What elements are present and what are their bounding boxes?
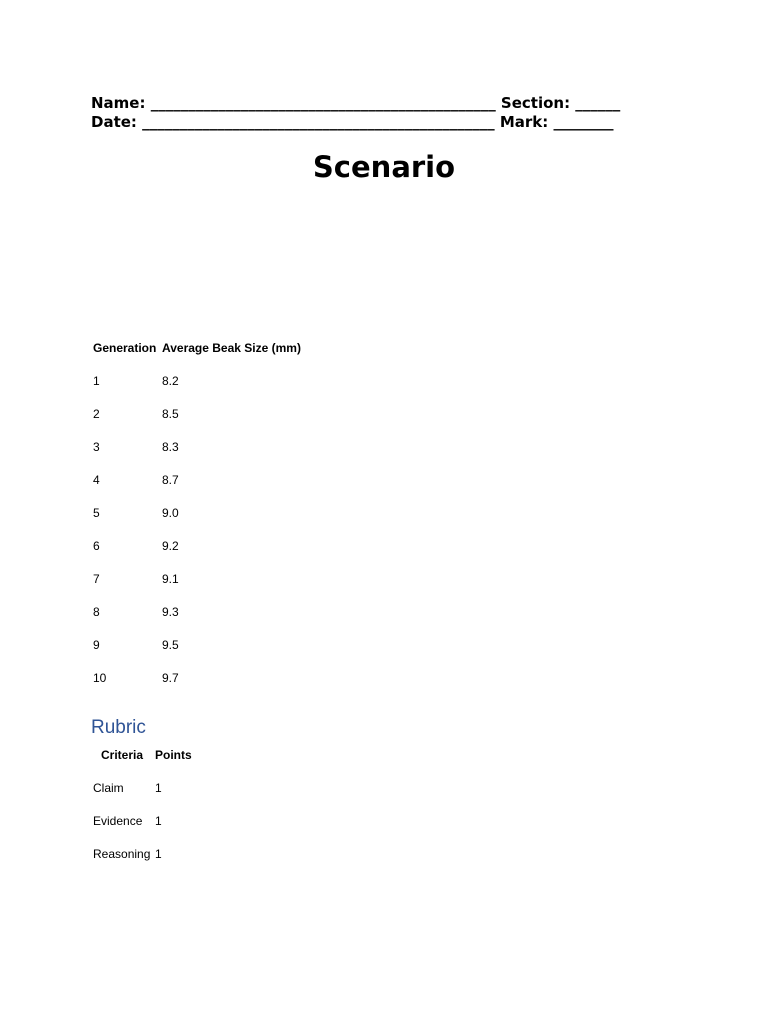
beak-size-cell: 9.0: [162, 506, 179, 520]
beak-size-cell: 9.7: [162, 671, 179, 685]
name-section-line: Name: ______________________________________________ Section: ______: [91, 94, 621, 112]
criteria-cell: Claim: [93, 781, 124, 795]
date-mark-line: Date: _______________________________________________ Mark: ________: [91, 113, 614, 131]
beak-size-cell: 9.1: [162, 572, 179, 586]
points-cell: 1: [155, 781, 162, 795]
generation-cell: 3: [93, 440, 100, 454]
generation-cell: 2: [93, 407, 100, 421]
generation-cell: 7: [93, 572, 100, 586]
beak-size-cell: 8.2: [162, 374, 179, 388]
column-header-points: Points: [155, 748, 192, 762]
criteria-cell: Evidence: [93, 814, 143, 828]
beak-size-cell: 8.5: [162, 407, 179, 421]
generation-cell: 4: [93, 473, 100, 487]
page-title: Scenario: [312, 150, 456, 184]
beak-size-cell: 9.2: [162, 539, 179, 553]
generation-cell: 1: [93, 374, 100, 388]
column-header-generation: Generation: [93, 341, 157, 355]
column-header-beak-size: Average Beak Size (mm): [162, 341, 301, 355]
generation-cell: 6: [93, 539, 100, 553]
criteria-cell: Reasoning: [93, 847, 151, 861]
points-cell: 1: [155, 847, 162, 861]
generation-cell: 9: [93, 638, 100, 652]
beak-size-cell: 8.7: [162, 473, 179, 487]
beak-size-cell: 9.3: [162, 605, 179, 619]
generation-cell: 8: [93, 605, 100, 619]
rubric-heading: Rubric: [91, 717, 146, 738]
points-cell: 1: [155, 814, 162, 828]
column-header-criteria: Criteria: [101, 748, 144, 762]
student-info-header: [91, 94, 681, 132]
beak-size-cell: 9.5: [162, 638, 179, 652]
generation-cell: 10: [93, 671, 107, 685]
beak-size-cell: 8.3: [162, 440, 179, 454]
generation-cell: 5: [93, 506, 100, 520]
